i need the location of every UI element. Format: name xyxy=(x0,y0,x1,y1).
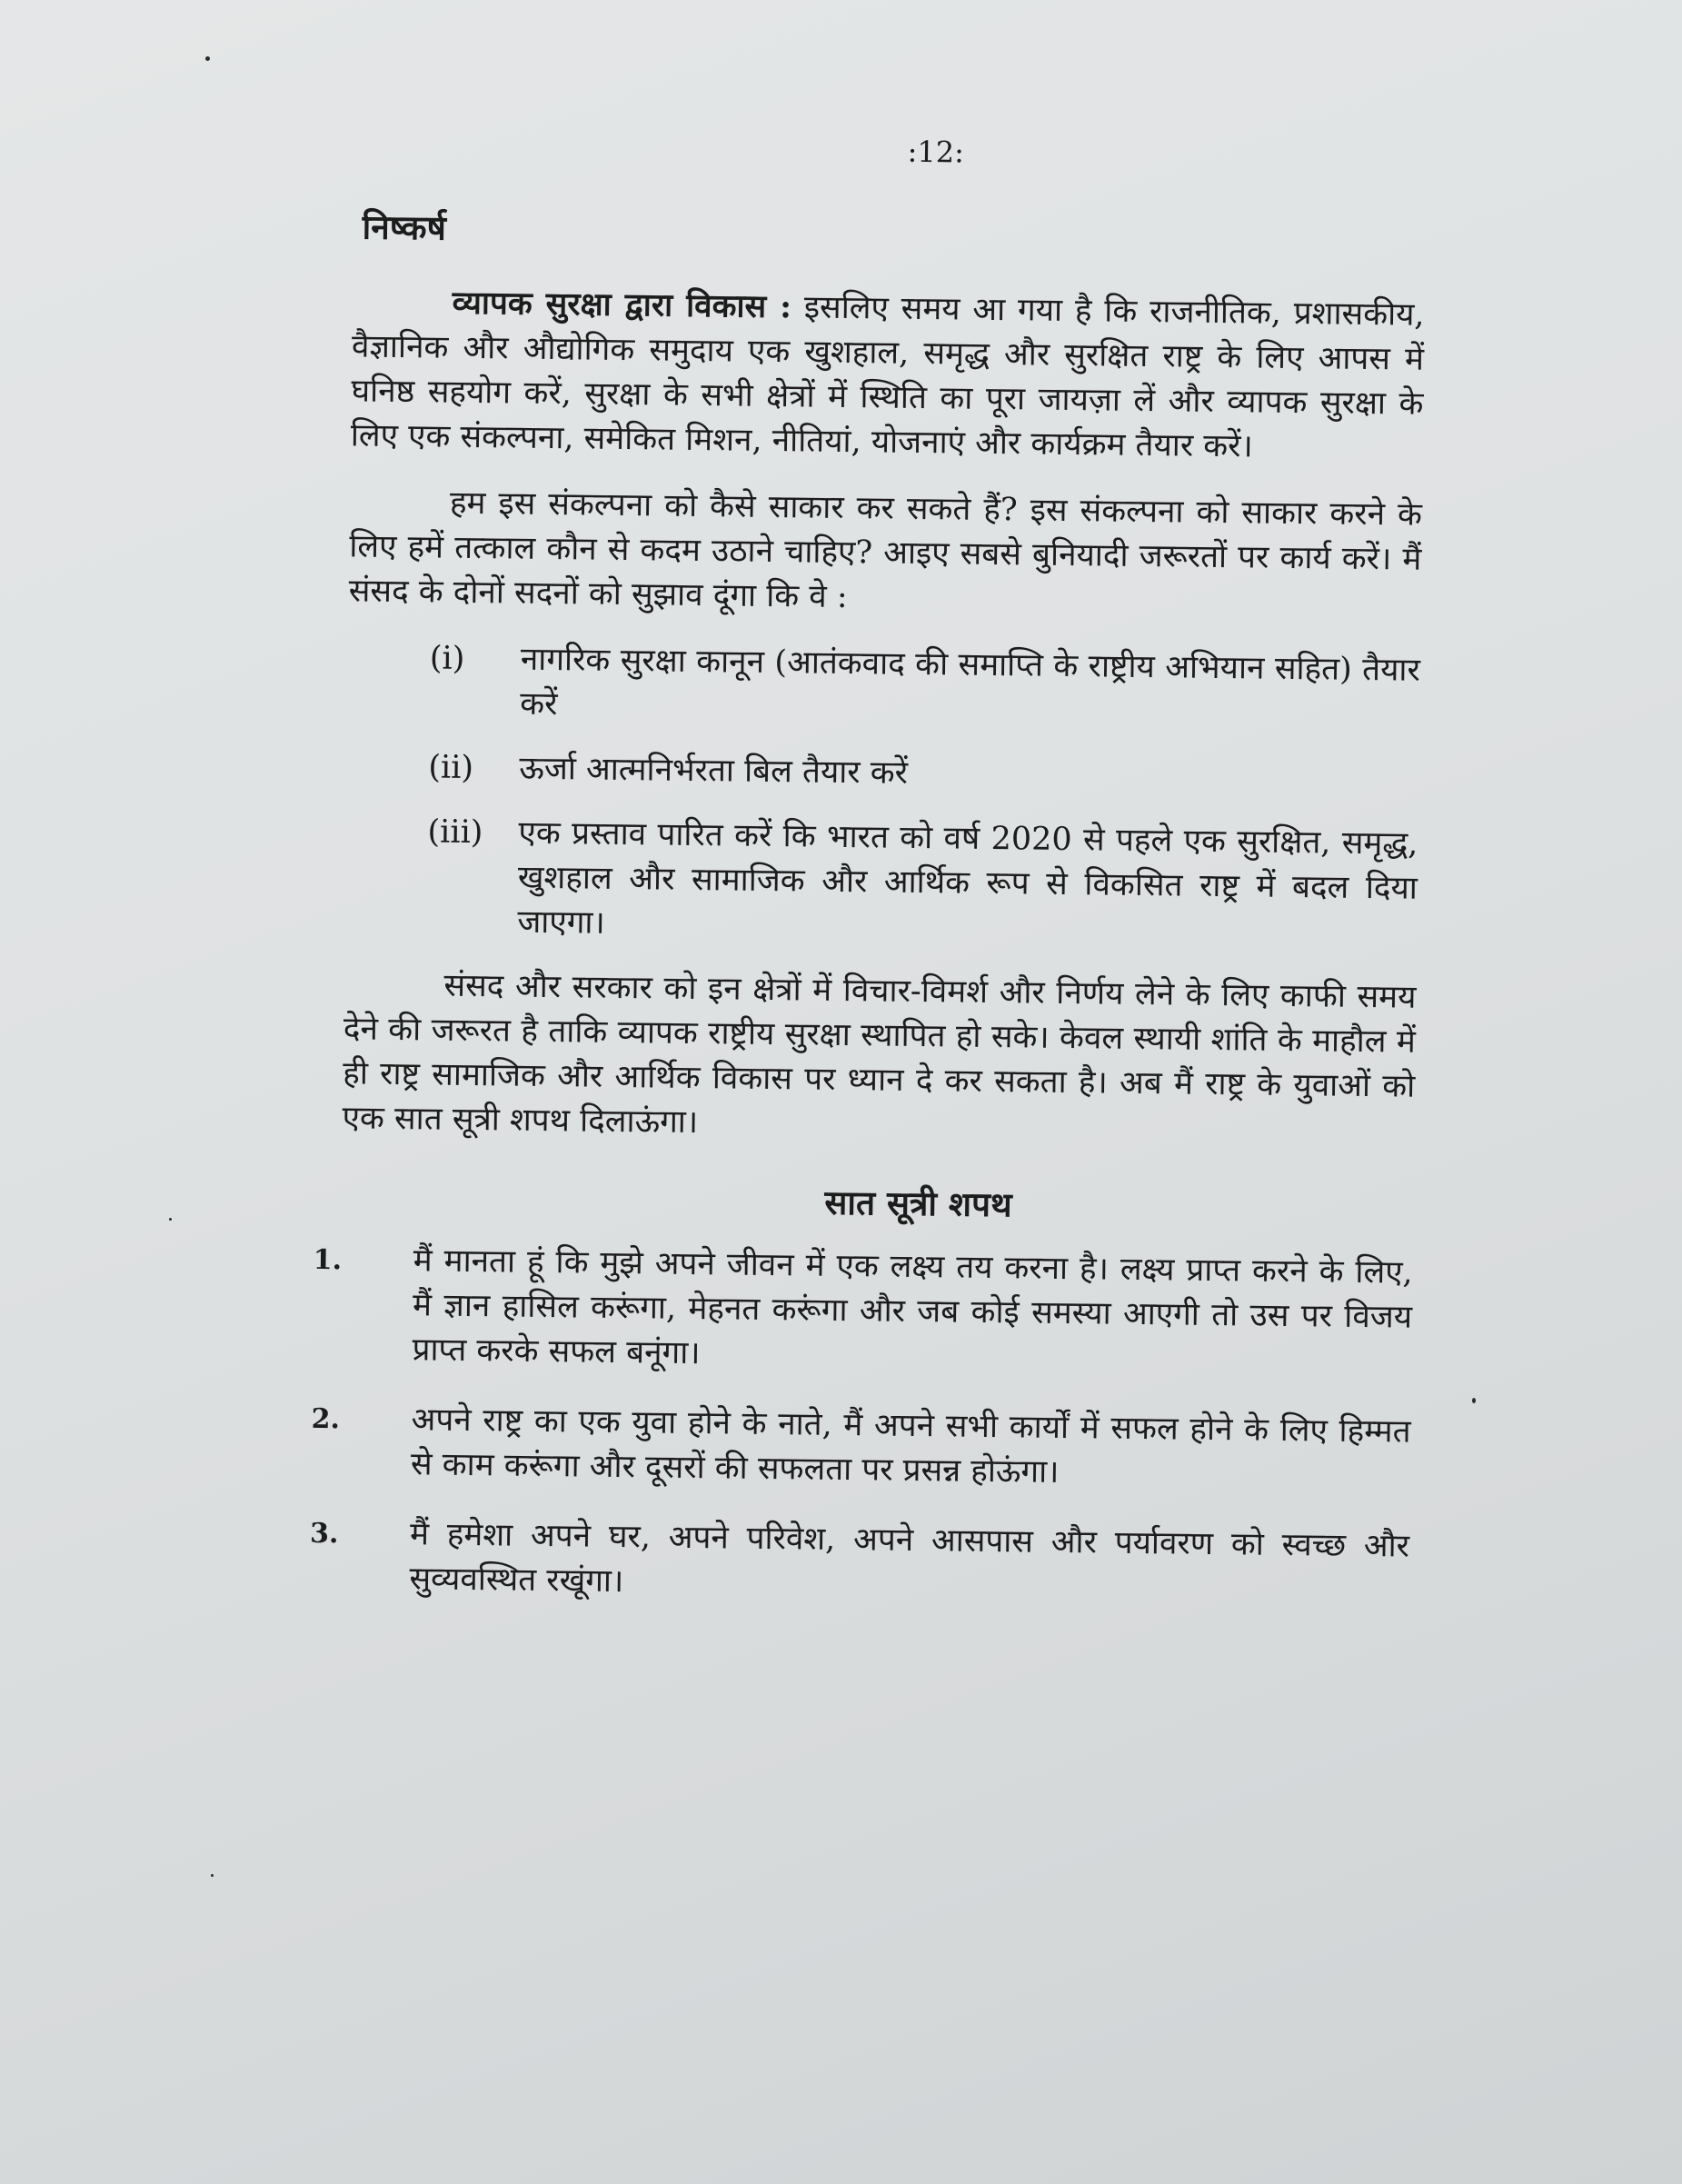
suggestion-item xyxy=(317,809,1418,956)
suggestion-list xyxy=(317,635,1420,956)
oath-text: अपने राष्ट्र का एक युवा होने के नाते, मैं अपने सभी कार्यों में सफल होने के लिए हिम्मत से काम करूंगा और दूसरों की सफलता पर प्रसन्न होऊंगा। xyxy=(410,1401,1411,1491)
paper-speck xyxy=(211,1874,214,1877)
suggestion-marker: (i) xyxy=(429,640,465,677)
suggestion-item xyxy=(319,744,1419,803)
suggestion-text: ऊर्जा आत्मनिर्भरता बिल तैयार करें xyxy=(519,750,909,792)
paragraph-steps: हम इस संकल्पना को कैसे साकार कर सकते हैं? इस संकल्पना को साकार करने के लिए हमें तत्काल कौन से कदम उठाने चाहिए? आइए सबसे बुनियादी जरूरतों पर कार्य करें। मैं संसद के दोनों सदनों को सुझाव दूंगा कि वे : xyxy=(348,484,1423,616)
suggestion-marker: (ii) xyxy=(428,749,474,787)
oath-marker: 3. xyxy=(309,1517,339,1551)
oath-item xyxy=(311,1397,1411,1500)
paragraph-intro-body: इसलिए समय आ गया है कि राजनीतिक, प्रशासकीय, वैज्ञानिक और औद्योगिक समुदाय एक खुशहाल, समृद्ध और सुरक्षित राष्ट्र के लिए आपस में घनिष्ठ सहयोग करें, सुरक्षा के सभी क्षेत्रों में स्थिति का पूरा जायज़ा लें और व्यापक सुरक्षा के लिए एक संकल्पना, समेकित मिशन, नीतियां, योजनाएं और कार्यक्रम तैयार करें। xyxy=(350,289,1425,465)
suggestion-item xyxy=(320,635,1420,738)
paragraph-intro xyxy=(351,279,1425,471)
suggestion-text: एक प्रस्ताव पारित करें कि भारत को वर्ष 2020 से पहले एक सुरक्षित, समृद्ध, खुशहाल और सामाजिक और आर्थिक रूप से विकसित राष्ट्र में बदल दिया जाएगा। xyxy=(517,814,1418,942)
oath-marker: 1. xyxy=(313,1243,343,1277)
oath-text: मैं मानता हूं कि मुझे अपने जीवन में एक लक्ष्य तय करना है। लक्ष्य प्राप्त करने के लिए, मैं ज्ञान हासिल करूंगा, मेहनत करूंगा और जब कोई समस्या आएगी तो उस पर विजय प्राप्त करके सफल बनूंगा। xyxy=(412,1242,1413,1372)
paper-speck xyxy=(205,56,210,61)
page-number: :12: xyxy=(907,134,965,170)
oath-list xyxy=(309,1238,1413,1614)
paper-speck xyxy=(1472,1398,1476,1403)
oath-item xyxy=(312,1238,1413,1385)
section-heading: निष्कर्ष xyxy=(362,206,447,248)
oath-title: सात सूत्री शपथ xyxy=(824,1182,1012,1225)
oath-marker: 2. xyxy=(311,1402,341,1436)
document-body xyxy=(309,127,1427,1640)
paper-speck xyxy=(169,1218,172,1221)
paragraph-intro-lead: व्यापक सुरक्षा द्वारा विकास : xyxy=(452,284,792,326)
paragraph-parliament: संसद और सरकार को इन क्षेत्रों में विचार-विमर्श और निर्णय लेने के लिए काफी समय देने की जरूरत है ताकि व्यापक राष्ट्रीय सुरक्षा स्थापित हो सके। केवल स्थायी शांति के माहौल में ही राष्ट्र सामाजिक और आर्थिक विकास पर ध्यान दे कर सकता है। अब मैं राष्ट्र के युवाओं को एक सात सूत्री शपथ दिलाऊंगा। xyxy=(342,967,1417,1142)
oath-text: मैं हमेशा अपने घर, अपने परिवेश, अपने आसपास और पर्यावरण को स्वच्छ और सुव्यवस्थित रखूंगा। xyxy=(409,1516,1410,1601)
suggestion-marker: (iii) xyxy=(427,813,483,852)
suggestion-text: नागरिक सुरक्षा कानून (आतंकवाद की समाप्ति के राष्ट्रीय अभियान सहित) तैयार करें xyxy=(520,641,1421,723)
oath-item xyxy=(309,1511,1409,1614)
